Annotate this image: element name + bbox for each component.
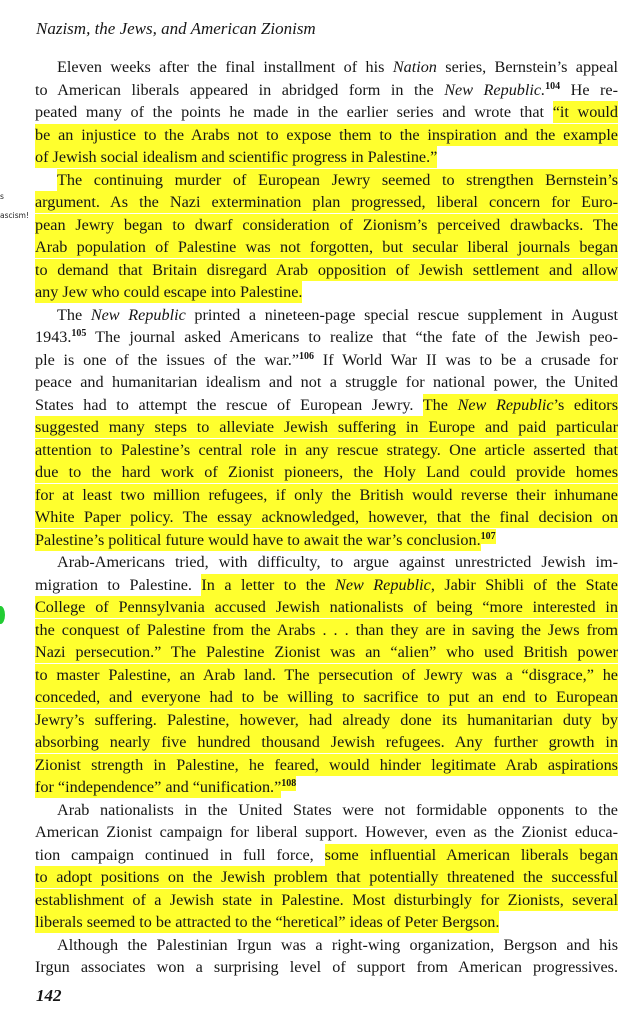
text-line: [35, 821, 618, 844]
page-number: 142: [36, 986, 62, 1005]
highlighted-text: some influential American liberals began: [324, 845, 618, 864]
text-run: The journal asked Americans to realize that “the fate of the Jewish peo-: [86, 328, 618, 346]
footnote-reference: 106: [299, 350, 315, 362]
text-line: [35, 236, 618, 259]
highlighted-text: Jewry’s suffering. Palestine, however, had already done its humanitarian duty by: [35, 710, 618, 729]
text-line: [35, 439, 618, 462]
highlighted-text: College of Pennsylvania accused Jewish nationalists of being “more interested in: [35, 598, 618, 616]
text-line: [35, 169, 618, 192]
text-line: [35, 394, 618, 417]
text-line: [35, 304, 618, 327]
text-line: [35, 101, 618, 124]
text-line: [35, 146, 618, 169]
text-run: Eleven weeks after the final installment of his: [57, 58, 393, 76]
italic-title: New Republic.: [444, 80, 546, 99]
text-line: [35, 709, 618, 732]
text-line: [35, 529, 618, 552]
highlighted-text: for at least two million refugees, if only the British would reverse their inhumane: [35, 485, 618, 504]
text-line: [35, 281, 618, 304]
highlighted-text: of Jewish social idealism and scientific progress in Palestine.”: [35, 148, 438, 166]
text-run: ple is one of the issues of the war.”: [35, 350, 300, 369]
text-run: The: [57, 305, 91, 324]
highlighted-text: The: [422, 395, 458, 414]
text-line: [35, 866, 618, 889]
text-run: peace and humanitarian idealism and not a struggle for national power, the United: [35, 373, 618, 391]
text-line: [35, 641, 618, 664]
text-run: peated many of the points he made in the earlier series and wrote that: [35, 103, 553, 121]
text-run: series, Bernstein’s appeal: [436, 58, 618, 76]
text-run: 1943.: [35, 328, 72, 346]
highlighted-text: White Paper policy. The essay acknowledged, however, that the final decision on: [35, 508, 618, 526]
text-line: [35, 214, 618, 237]
highlighted-text: for “independence” and “unification.”: [35, 778, 282, 796]
text-run: migration to Palestine.: [35, 575, 202, 594]
highlighted-text: Zionist strength in Palestine, he feared, would hinder legitimate Arab aspirations: [35, 755, 618, 774]
text-line: [35, 889, 618, 912]
text-line: [35, 56, 618, 79]
highlighted-text: New Republic: [335, 575, 431, 594]
highlighted-text: , Jabir Shibli of the State: [430, 575, 618, 594]
text-line: [35, 416, 618, 439]
highlighted-text: to master Palestine, an Arab land. The persecution of Jewry was a “disgrace,” he: [35, 665, 618, 684]
text-line: [35, 371, 618, 394]
text-run: States had to attempt the rescue of European Jewry.: [35, 395, 423, 414]
text-run: Arab nationalists in the United States were not formidable opponents to the: [57, 800, 618, 819]
text-run: Arab-Americans tried, with difficulty, to argue against unrestricted Jewish im-: [57, 553, 618, 571]
highlighted-text: suggested many steps to alleviate Jewish suffering in Europe and paid particular: [35, 418, 618, 436]
highlighted-text: establishment of a Jewish state in Palestine. Most disturbingly for Zionists, several: [35, 890, 618, 909]
italic-title: New Republic: [90, 305, 186, 324]
text-line: [35, 911, 618, 934]
text-line: [35, 619, 618, 642]
highlighted-text: New Republic: [457, 395, 554, 414]
highlighted-text: absorbing nearly five hundred thousand Jewish refugees. Any further growth in: [35, 733, 618, 751]
footnote-reference: 107: [480, 530, 496, 542]
text-line: [35, 776, 618, 799]
margin-note: s: [0, 192, 4, 201]
highlighted-text: Arab population of Palestine was not forgotten, but secular liberal journals began: [35, 238, 618, 256]
highlighted-text: be an injustice to the Arabs not to expose them to the inspiration and the example: [35, 125, 618, 144]
highlighted-text: The continuing murder of European Jewry seemed to strengthen Bernstein’s: [57, 170, 618, 189]
text-line: [35, 484, 618, 507]
page-body-text: [35, 56, 618, 979]
text-run: Although the Palestinian Irgun was a right-wing organization, Bergson and his: [57, 935, 618, 954]
highlighted-text: “it would: [552, 103, 618, 121]
text-line: [35, 574, 618, 597]
text-line: [35, 124, 618, 147]
text-line: [35, 956, 618, 979]
highlighted-text: the conquest of Palestine from the Arabs . . . than they are in saving the Jews from: [35, 620, 618, 639]
text-run: If World War II was to be a crusade for: [314, 350, 618, 369]
running-head: Nazism, the Jews, and American Zionism: [36, 19, 316, 38]
highlighted-text: conceded, and everyone had to be willing to sacrifice to put an end to European: [35, 688, 618, 706]
highlighted-text: ’s editors: [553, 395, 618, 414]
highlighted-text: Palestine’s political future would have to await the war’s conclusion.: [35, 530, 481, 549]
highlighted-text: argument. As the Nazi extermination plan progressed, liberal concern for Euro-: [35, 193, 618, 211]
footnote-reference: 108: [281, 778, 297, 789]
text-line: [35, 596, 618, 619]
text-run: He re-: [560, 80, 618, 99]
italic-title: Nation: [392, 58, 437, 76]
text-line: [35, 686, 618, 709]
text-line: [35, 664, 618, 687]
text-line: [35, 191, 618, 214]
text-line: [35, 506, 618, 529]
text-line: [35, 799, 618, 822]
highlighted-text: to demand that Britain disregard Arab opposition of Jewish settlement and allow: [35, 260, 618, 279]
highlighted-text: due to the hard work of Zionist pioneers, the Holy Land could provide homes: [35, 463, 618, 481]
margin-annotation-marker: [0, 606, 5, 624]
text-line: [35, 326, 618, 349]
text-run: to American liberals appeared in abridged form in the: [35, 80, 445, 99]
highlighted-text: pean Jewry began to dwarf consideration of Zionism’s perceived drawbacks. The: [35, 215, 618, 234]
text-run: printed a nineteen-page special rescue supplement in August: [185, 305, 619, 324]
highlighted-text: to adopt positions on the Jewish problem that potentially threatened the successful: [35, 868, 618, 886]
text-line: [35, 844, 618, 867]
text-line: [35, 754, 618, 777]
text-run: American Zionist campaign for liberal support. However, even as the Zionist educa-: [35, 823, 618, 841]
text-line: [35, 551, 618, 574]
text-line: [35, 934, 618, 957]
highlighted-text: any Jew who could escape into Palestine.: [35, 283, 303, 301]
margin-note: ascism!: [0, 211, 29, 220]
text-line: [35, 461, 618, 484]
text-line: [35, 731, 618, 754]
text-run: Irgun associates won a surprising level of support from American progressives.: [35, 958, 618, 976]
highlighted-text: In a letter to the: [201, 575, 336, 594]
highlighted-text: liberals seemed to be attracted to the “heretical” ideas of Peter Bergson.: [35, 913, 500, 931]
text-run: tion campaign continued in full force,: [35, 845, 325, 864]
footnote-reference: 105: [71, 328, 87, 339]
text-line: [35, 349, 618, 372]
text-line: [35, 259, 618, 282]
footnote-reference: 104: [545, 80, 561, 92]
text-line: [35, 79, 618, 102]
highlighted-text: Nazi persecution.” The Palestine Zionist was an “alien” who used British power: [35, 643, 618, 661]
highlighted-text: attention to Palestine’s central role in any rescue strategy. One article asserted that: [35, 440, 618, 459]
